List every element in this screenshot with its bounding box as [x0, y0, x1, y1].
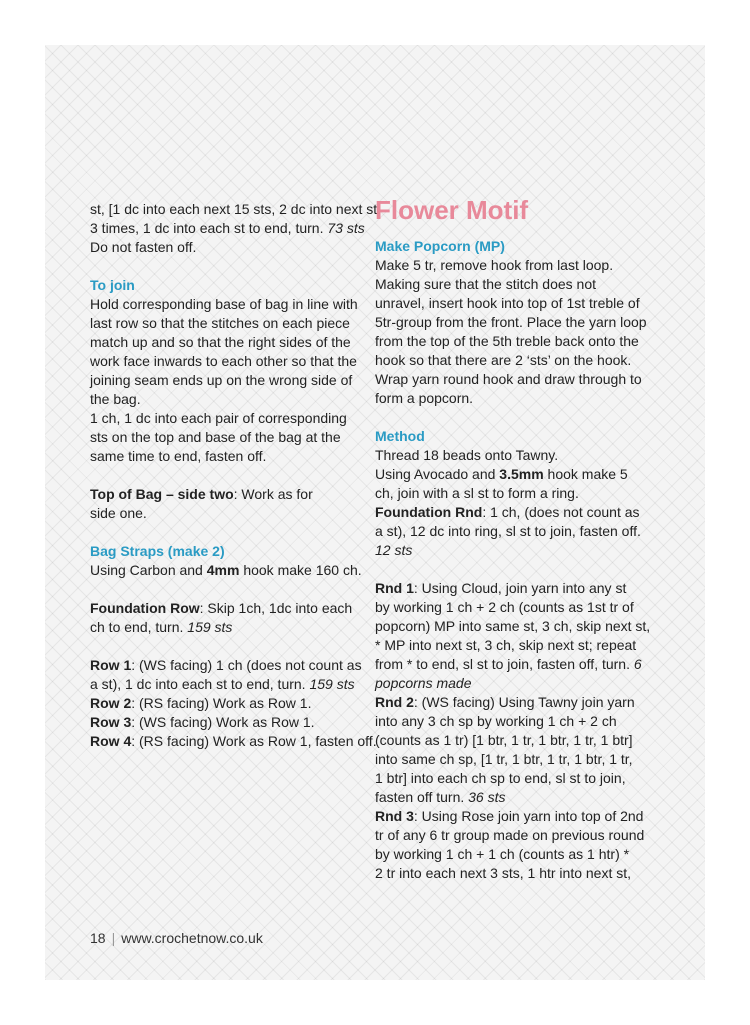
join-line: Hold corresponding base of bag in line with	[90, 296, 358, 312]
join-line: sts on the top and base of the bag at the	[90, 429, 341, 445]
join-line: 1 ch, 1 dc into each pair of corresponding	[90, 410, 347, 426]
intro-line: Do not fasten off.	[90, 239, 197, 255]
straps-line: Using Carbon and 4mm hook make 160 ch.	[90, 562, 362, 578]
rnd-3: tr of any 6 tr group made on previous round	[375, 827, 645, 843]
rnd-3: 2 tr into each next 3 sts, 1 htr into next st,	[375, 865, 632, 881]
rnd-2: (counts as 1 tr) [1 btr, 1 tr, 1 btr, 1 tr, 1 btr]	[375, 732, 633, 748]
join-line: the bag.	[90, 391, 141, 407]
intro-line: st, [1 dc into each next 15 sts, 2 dc into next st]	[90, 201, 382, 217]
rnd-3: Rnd 3: Using Rose join yarn into top of 2nd	[375, 808, 644, 824]
intro-line: 3 times, 1 dc into each st to end, turn. 73 sts	[90, 220, 365, 236]
row-2: Row 2: (RS facing) Work as Row 1.	[90, 695, 312, 711]
rnd-2: fasten off turn. 36 sts	[375, 789, 506, 805]
popcorn-line: Make 5 tr, remove hook from last loop.	[375, 257, 614, 273]
row-1: a st), 1 dc into each st to end, turn. 159 sts	[90, 676, 355, 692]
row-4: Row 4: (RS facing) Work as Row 1, fasten off.	[90, 733, 377, 749]
join-line: joining seam ends up on the wrong side of	[90, 372, 353, 388]
popcorn-line: Making sure that the stitch does not	[375, 276, 597, 292]
method-line: ch, join with a sl st to form a ring.	[375, 485, 579, 501]
bag-straps-heading: Bag Straps (make 2)	[90, 543, 225, 559]
rnd-1: from * to end, sl st to join, fasten off, turn. 6	[375, 656, 642, 672]
method-heading: Method	[375, 428, 425, 444]
rnd-1: * MP into next st, 3 ch, skip next st; repeat	[375, 637, 637, 653]
foundation-row: ch to end, turn. 159 sts	[90, 619, 233, 635]
method-line: Thread 18 beads onto Tawny.	[375, 447, 559, 463]
popcorn-line: hook so that there are 2 ‘sts’ on the hook.	[375, 352, 632, 368]
popcorn-line: from the top of the 5th treble back onto the	[375, 333, 639, 349]
to-join-heading: To join	[90, 277, 135, 293]
flower-motif-title: Flower Motif	[375, 195, 529, 225]
join-line: last row so that the stitches on each piece	[90, 315, 350, 331]
row-1: Row 1: (WS facing) 1 ch (does not count as	[90, 657, 362, 673]
popcorn-line: unravel, insert hook into top of 1st treble of	[375, 295, 640, 311]
rnd-1: Rnd 1: Using Cloud, join yarn into any st	[375, 580, 627, 596]
page-footer	[90, 930, 263, 946]
rnd-3: by working 1 ch + 1 ch (counts as 1 htr) *	[375, 846, 630, 862]
rnd-2: into same ch sp, [1 tr, 1 btr, 1 tr, 1 btr, 1 tr,	[375, 751, 633, 767]
rnd-1: popcorn) MP into same st, 3 ch, skip next st,	[375, 618, 651, 634]
popcorn-line: Wrap yarn round hook and draw through to	[375, 371, 642, 387]
top-of-bag-instruction: side one.	[90, 505, 147, 521]
rnd-2: 1 btr] into each ch sp to end, sl st to join,	[375, 770, 626, 786]
popcorn-line: 5tr-group from the front. Place the yarn loop	[375, 314, 647, 330]
foundation-rnd: Foundation Rnd: 1 ch, (does not count as	[375, 504, 640, 520]
rnd-1: by working 1 ch + 2 ch (counts as 1st tr of	[375, 599, 634, 615]
top-of-bag-instruction: Top of Bag – side two: Work as for	[90, 486, 313, 502]
page-number: 18	[90, 930, 106, 946]
popcorn-line: form a popcorn.	[375, 390, 474, 406]
join-line: match up and so that the right sides of the	[90, 334, 351, 350]
join-line: work face inwards to each other so that the	[90, 353, 357, 369]
footer-separator: |	[111, 930, 116, 946]
foundation-rnd: 12 sts	[375, 542, 413, 558]
right-column	[375, 195, 651, 883]
method-line: Using Avocado and 3.5mm hook make 5	[375, 466, 628, 482]
make-popcorn-heading: Make Popcorn (MP)	[375, 238, 505, 254]
foundation-rnd: a st), 12 dc into ring, sl st to join, fasten off.	[375, 523, 641, 539]
rnd-2: Rnd 2: (WS facing) Using Tawny join yarn	[375, 694, 635, 710]
rnd-1: popcorns made	[375, 675, 472, 691]
left-column	[90, 200, 382, 751]
row-3: Row 3: (WS facing) Work as Row 1.	[90, 714, 315, 730]
join-line: same time to end, fasten off.	[90, 448, 267, 464]
footer-url[interactable]: www.crochetnow.co.uk	[121, 930, 263, 946]
rnd-2: into any 3 ch sp by working 1 ch + 2 ch	[375, 713, 617, 729]
foundation-row: Foundation Row: Skip 1ch, 1dc into each	[90, 600, 353, 616]
